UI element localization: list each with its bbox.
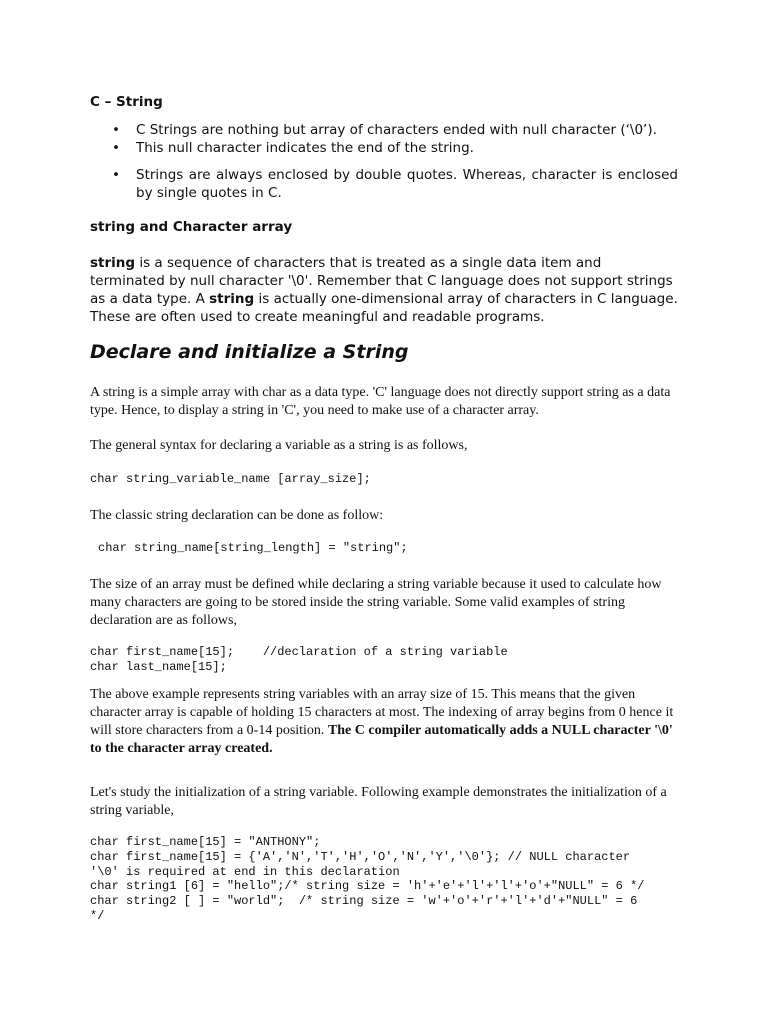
paragraph-text: is a sequence of characters that is treated as a single data item and terminated by null character '\0'. Remember that C language does not support strings as a data type. A — [90, 255, 673, 307]
code-block-initialization: char first_name[15] = "ANTHONY"; char first_name[15] = {'A','N','T','H','O','N','Y','\0'}; // NULL character '\0' is required at end in this declaration char string1 [6] = "hello";/* string size = 'h'+'e'+'l'+'l'+'o'+"NULL" = 6 */ char string2 [ ] = "world"; /* string size = 'w'+'o'+'r'+'l'+'d'+"NULL" = 6 */ — [90, 835, 645, 923]
paragraph-initialization: Let's study the initialization of a string variable. Following example demonstrates the initialization of a string variable, — [90, 785, 667, 818]
paragraph-array-size: The size of an array must be defined while declaring a string variable because it used to calculate how many characters are going to be stored inside the string variable. Some valid examples of string declaration are as follows, — [90, 577, 662, 628]
bullet-text: This null character indicates the end of the string. — [136, 140, 474, 156]
heading-c-string: C – String — [90, 94, 163, 110]
heading-declare-initialize: Declare and initialize a String — [90, 341, 409, 363]
bold-term: string — [209, 291, 255, 307]
bold-term: string — [90, 255, 136, 271]
code-block-classic: char string_name[string_length] = "string"; — [98, 541, 408, 555]
paragraph-text: The above example represents string variables with an array size of 15. This means that the given character array is capable of holding 15 characters at most. The indexing of array begins from 0 hence it will store characters from a 0-14 position. — [90, 687, 674, 738]
bullet-icon: • — [112, 167, 120, 183]
paragraph-text: is actually one-dimensional array of characters in C language. These are often used to create meaningful and readable programs. — [90, 291, 678, 325]
bullet-text: C Strings are nothing but array of characters ended with null character (‘\0’). — [136, 122, 657, 138]
list-item — [90, 121, 678, 139]
bullet-icon: • — [112, 140, 120, 156]
paragraph-above-example — [90, 686, 678, 758]
code-block-valid-examples: char first_name[15]; //declaration of a string variable char last_name[15]; — [90, 645, 508, 674]
paragraph-syntax: The general syntax for declaring a variable as a string is as follows, — [90, 438, 468, 453]
bullet-list — [90, 121, 678, 202]
paragraph-intro: A string is a simple array with char as a data type. 'C' language does not directly support string as a data type. Hence, to display a string in 'C', you need to make use of a character array. — [90, 385, 671, 418]
list-item — [90, 166, 678, 202]
bullet-icon: • — [112, 122, 120, 138]
list-item — [90, 139, 678, 157]
bold-note: The C compiler automatically adds a NULL character '\0' to the character array created. — [90, 723, 673, 756]
code-block-syntax: char string_variable_name [array_size]; — [90, 472, 371, 486]
paragraph-classic: The classic string declaration can be done as follow: — [90, 508, 384, 523]
heading-string-and-character-array: string and Character array — [90, 219, 293, 235]
bullet-text: Strings are always enclosed by double quotes. Whereas, character is enclosed by single quotes in C. — [136, 167, 678, 201]
paragraph-string-definition — [90, 254, 678, 326]
